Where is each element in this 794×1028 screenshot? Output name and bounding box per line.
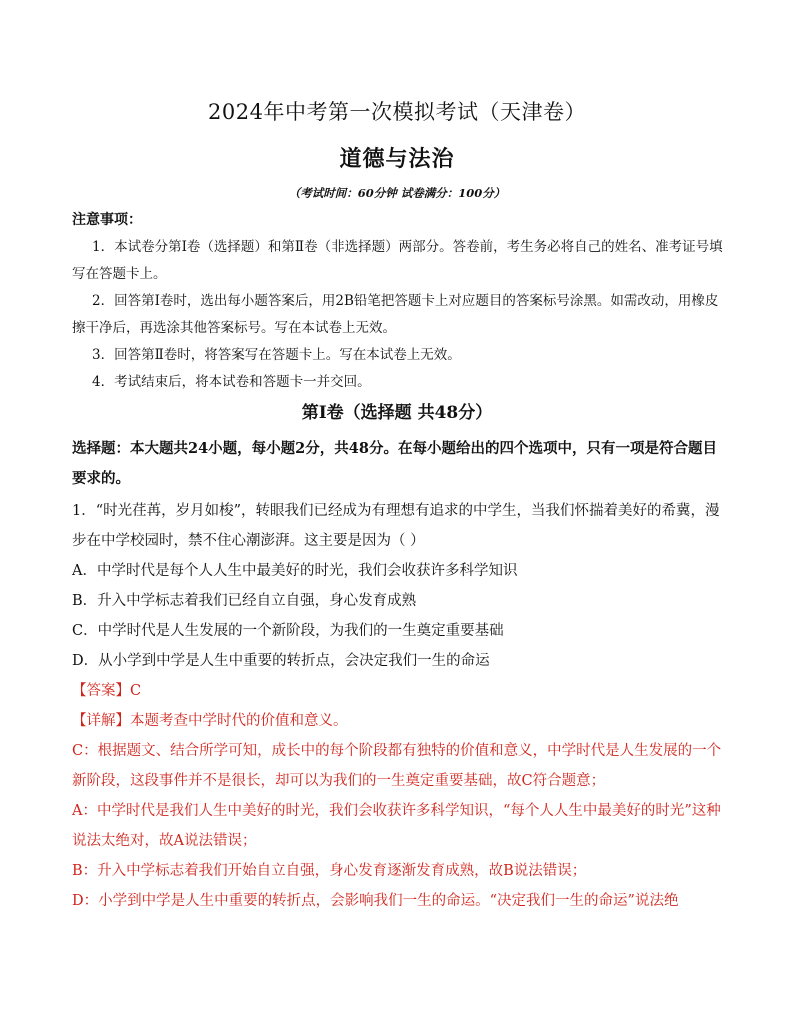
analysis-a: A：中学时代是我们人生中美好的时光，我们会收获许多科学知识，“每个人人生中最美好的时光”这种说法太绝对，故A说法错误； (72, 803, 721, 849)
analysis-c: C：根据题文、结合所学可知，成长中的每个阶段都有独特的价值和意义，中学时代是人生发展的一个新阶段，这段事件并不是很长，却可以为我们的一生奠定重要基础，故C符合题意； (72, 743, 722, 789)
exam-meta: （考试时间：60分钟 试卷满分：100分） (288, 186, 506, 200)
section-heading: 第Ⅰ卷（选择题 共48分） (301, 403, 493, 423)
analysis-title: 【详解】本题考查中学时代的价值和意义。 (72, 713, 348, 729)
analysis-b: B：升入中学标志着我们开始自立自强，身心发育逐渐发育成熟，故B说法错误； (72, 863, 587, 879)
analysis-d: D：小学到中学是人生中重要的转折点，会影响我们一生的命运。“决定我们一生的命运”说法绝 (72, 893, 679, 909)
notice-item-3: 3．回答第Ⅱ卷时，将答案写在答题卡上。写在本试卷上无效。 (92, 347, 461, 363)
option-c: C．中学时代是人生发展的一个新阶段，为我们的一生奠定重要基础 (72, 623, 504, 639)
question-stem: 1．“时光荏苒，岁月如梭”，转眼我们已经成为有理想有追求的中学生，当我们怀揣着美好的希冀，漫步在中学校园时，禁不住心潮澎湃。这主要是因为（ ） (72, 503, 720, 549)
answer-label: 【答案】C (72, 683, 142, 699)
notice-item-1: 1．本试卷分第Ⅰ卷（选择题）和第Ⅱ卷（非选择题）两部分。答卷前，考生务必将自己的姓名、准考证号填写在答题卡上。 (72, 239, 723, 282)
option-a: A．中学时代是每个人人生中最美好的时光，我们会收获许多科学知识 (72, 563, 518, 579)
notice-item-4: 4．考试结束后，将本试卷和答题卡一并交回。 (92, 374, 371, 390)
option-d: D．从小学到中学是人生中重要的转折点，会决定我们一生的命运 (72, 653, 490, 669)
page-title: 2024年中考第一次模拟考试（天津卷） (208, 100, 586, 124)
section-instruction: 选择题：本大题共24小题，每小题2分，共48分。在每小题给出的四个选项中，只有一项是符合题目要求的。 (72, 440, 717, 487)
notice-heading: 注意事项： (72, 212, 142, 228)
subject-title: 道德与法治 (339, 146, 455, 172)
notice-item-2: 2．回答第Ⅰ卷时，选出每小题答案后，用2B铅笔把答题卡上对应题目的答案标号涂黑。如需改动，用橡皮擦干净后，再选涂其他答案标号。写在本试卷上无效。 (72, 293, 719, 336)
option-b: B．升入中学标志着我们已经自立自强，身心发育成熟 (72, 593, 417, 609)
